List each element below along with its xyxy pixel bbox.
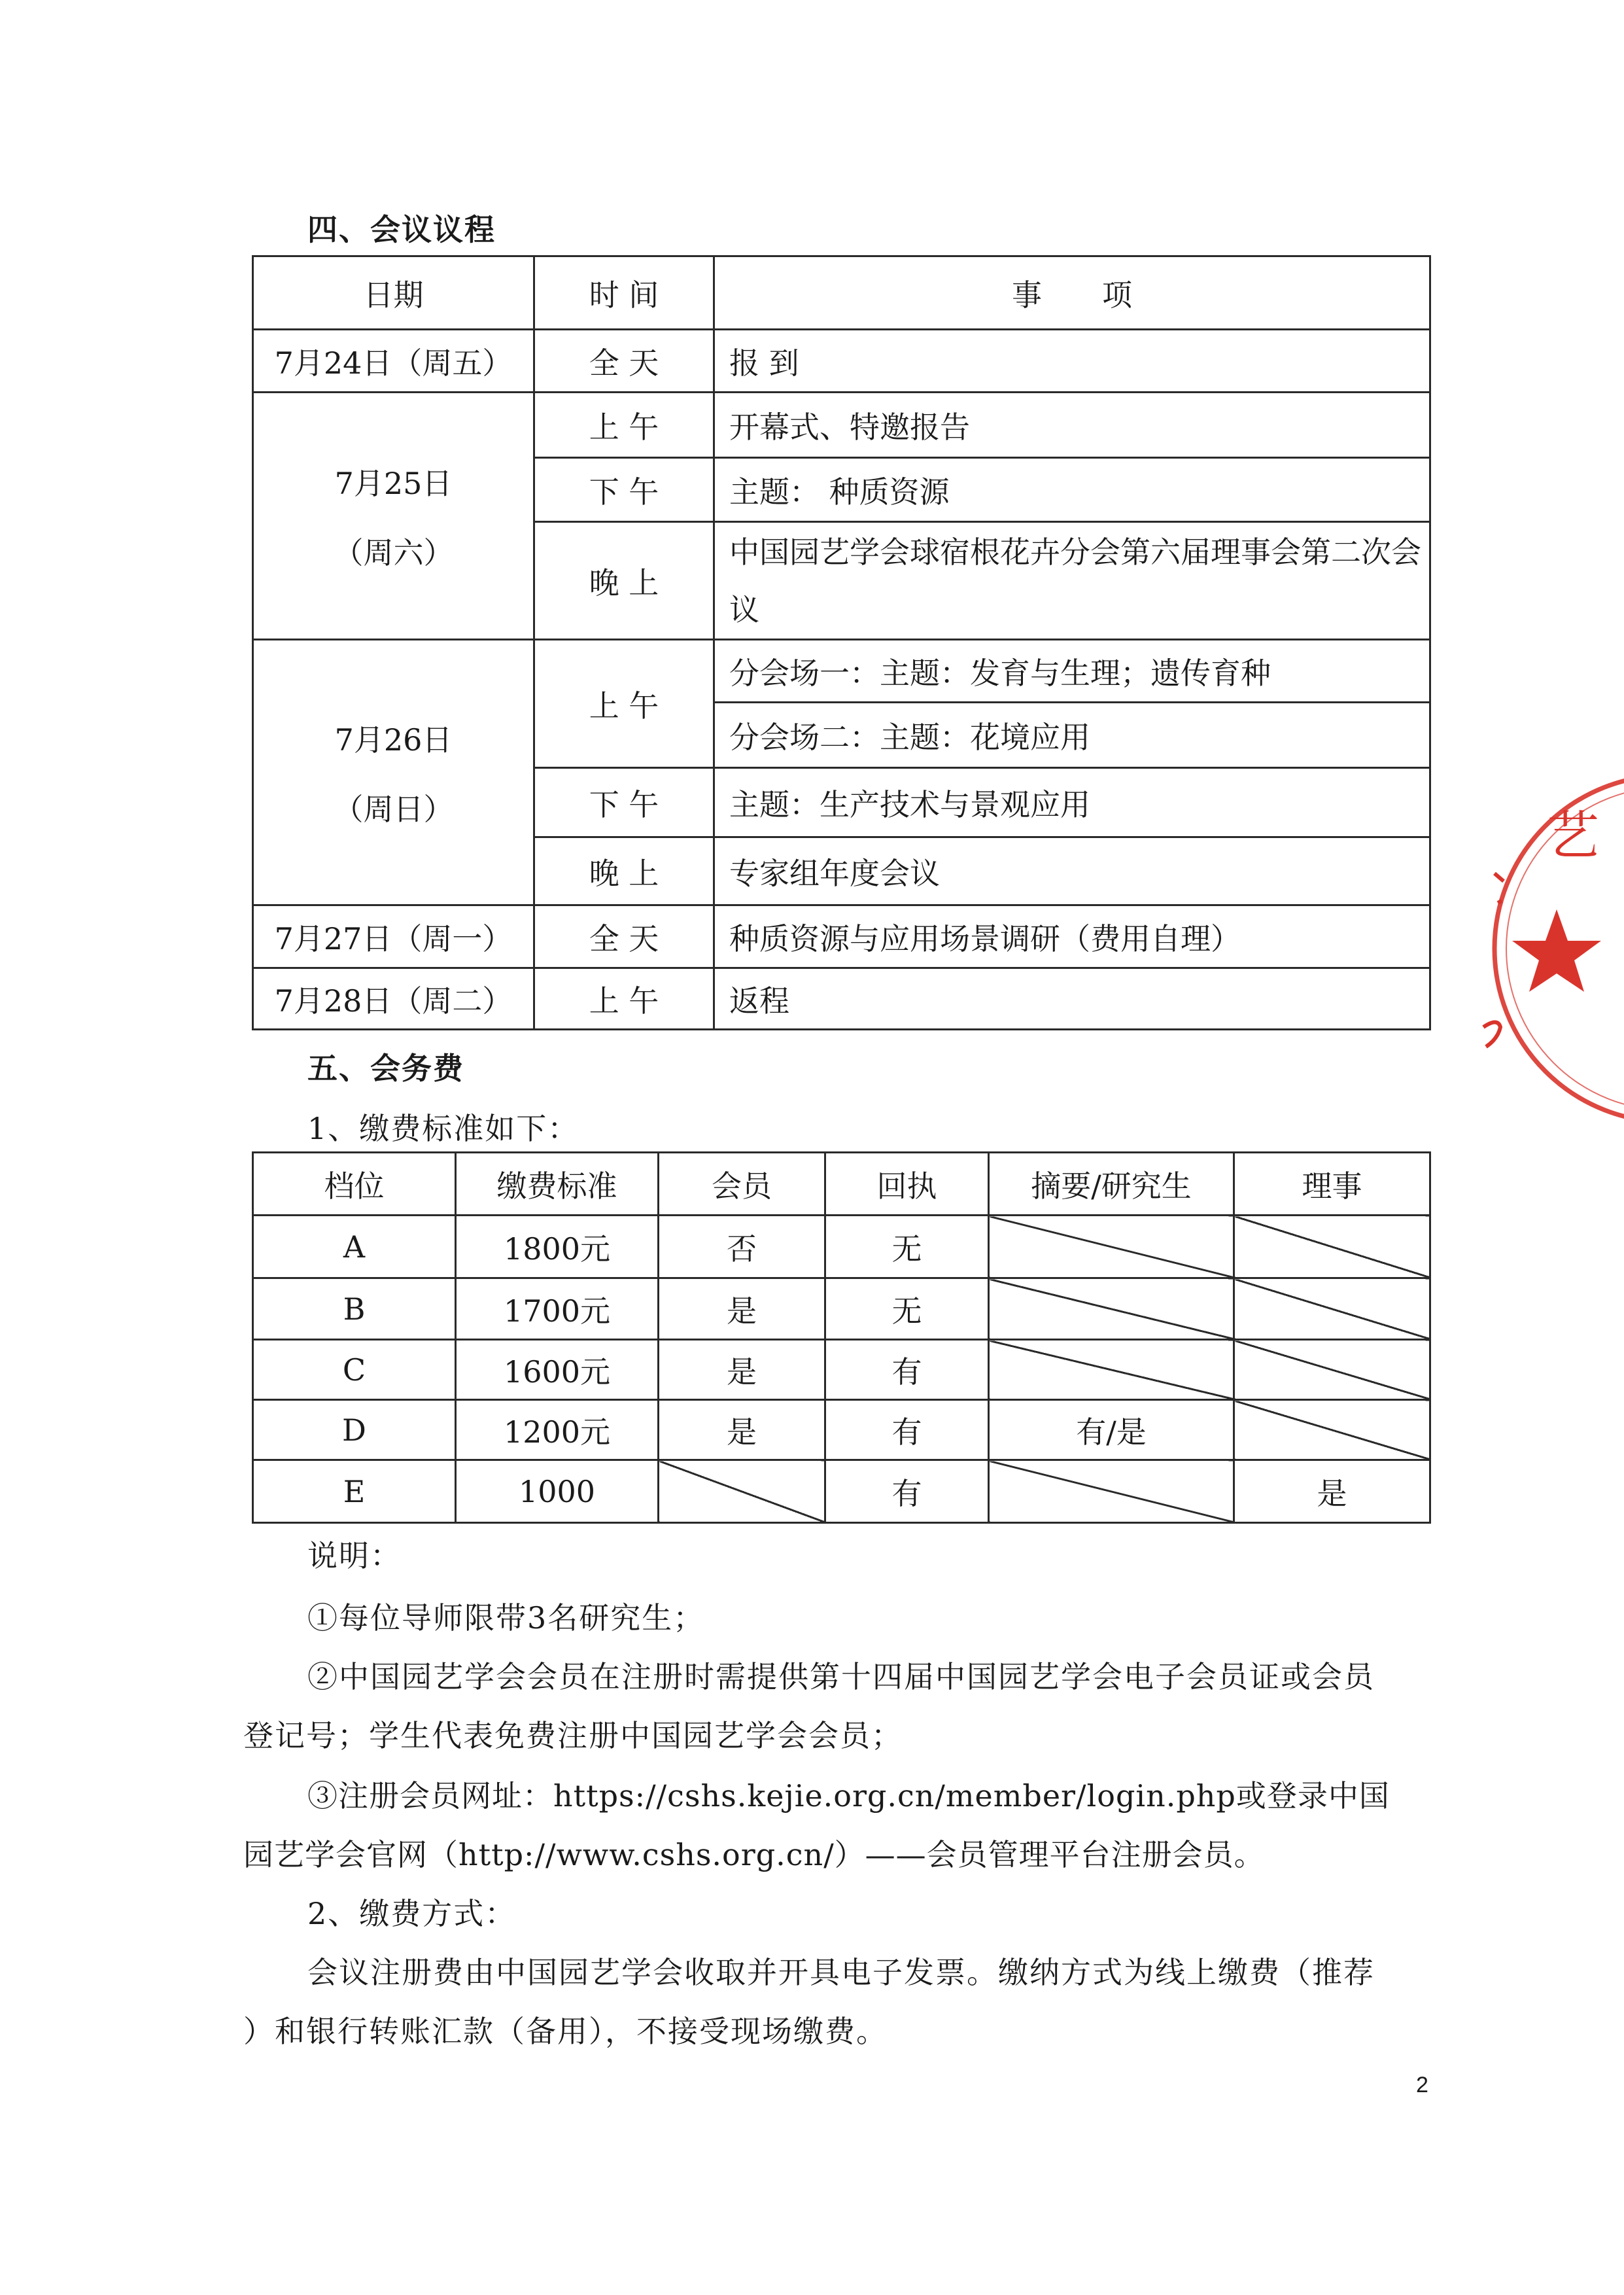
- section-5-title: 五、会务费: [307, 1051, 464, 1086]
- time-cell: 上 午: [534, 640, 714, 768]
- member-cell: 是: [659, 1278, 825, 1340]
- tier-cell: D: [253, 1400, 456, 1460]
- table-row: [253, 1460, 1430, 1523]
- table-row: [253, 1216, 1430, 1278]
- table-row: [253, 1400, 1430, 1460]
- fee-cell: 1800元: [456, 1216, 659, 1278]
- agenda-header-row: [253, 256, 1430, 330]
- fee-cell: 1700元: [456, 1278, 659, 1340]
- date-cell: 7月24日（周五）: [253, 330, 534, 393]
- receipt-cell: 有: [825, 1340, 989, 1400]
- fee-table: [252, 1151, 1431, 1524]
- receipt-cell: 有: [825, 1460, 989, 1523]
- table-row: [253, 1340, 1430, 1400]
- item-cell: 分会场一：主题：发育与生理；遗传育种: [714, 640, 1430, 703]
- item-cell: 开幕式、特邀报告: [714, 393, 1430, 458]
- header-fee: 缴费标准: [456, 1153, 659, 1216]
- member-cell: 是: [659, 1340, 825, 1400]
- receipt-cell: 无: [825, 1216, 989, 1278]
- note-label: 说明：: [307, 1538, 402, 1573]
- tier-cell: E: [253, 1460, 456, 1523]
- empty-slash-cell: [989, 1460, 1234, 1523]
- item-cell: 中国园艺学会球宿根花卉分会第六届理事会第二次会议: [714, 522, 1430, 640]
- tier-cell: B: [253, 1278, 456, 1340]
- empty-slash-cell: [1234, 1340, 1430, 1400]
- note-1: ①每位导师限带3名研究生；: [307, 1600, 705, 1636]
- date-cell: [253, 393, 534, 640]
- empty-slash-cell: [989, 1340, 1234, 1400]
- fee-standard-subtitle: 1、缴费标准如下：: [307, 1111, 579, 1146]
- empty-slash-cell: [1234, 1216, 1430, 1278]
- time-cell: 全 天: [534, 330, 714, 393]
- header-tier: 档位: [253, 1153, 456, 1216]
- date-cell: 7月27日（周一）: [253, 905, 534, 968]
- empty-slash-cell: [659, 1460, 825, 1523]
- weekday-line: （周六）: [333, 534, 454, 570]
- table-row: [253, 968, 1430, 1030]
- tier-cell: C: [253, 1340, 456, 1400]
- payment-line-2: ）和银行转账汇款（备用），不接受现场缴费。: [243, 2014, 888, 2049]
- page-number: 2: [1416, 2073, 1428, 2097]
- item-cell: 主题：生产技术与景观应用: [714, 768, 1430, 837]
- time-cell: 下 午: [534, 768, 714, 837]
- header-member: 会员: [659, 1153, 825, 1216]
- empty-slash-cell: [989, 1216, 1234, 1278]
- item-cell: 主题： 种质资源: [714, 458, 1430, 522]
- director-cell: 是: [1234, 1460, 1430, 1523]
- seal-stamp: [1472, 765, 1624, 1132]
- payment-line-1: 会议注册费由中国园艺学会收取并开具电子发票。缴纳方式为线上缴费（推荐: [307, 1955, 1375, 1990]
- table-row: [253, 330, 1430, 393]
- time-cell: 晚 上: [534, 522, 714, 640]
- fee-cell: 1200元: [456, 1400, 659, 1460]
- receipt-cell: 有: [825, 1400, 989, 1460]
- time-cell: 上 午: [534, 968, 714, 1030]
- date-line: 7月26日: [334, 722, 453, 758]
- item-cell: 返程: [714, 968, 1430, 1030]
- section-4-title: 四、会议议程: [307, 212, 496, 247]
- tier-cell: A: [253, 1216, 456, 1278]
- header-director: 理事: [1234, 1153, 1430, 1216]
- note-2-line-1: ②中国园艺学会会员在注册时需提供第十四届中国园艺学会电子会员证或会员: [307, 1659, 1375, 1694]
- fee-header-row: [253, 1153, 1430, 1216]
- time-cell: 下 午: [534, 458, 714, 522]
- header-time: 时 间: [534, 256, 714, 330]
- table-row: [253, 905, 1430, 968]
- header-receipt: 回执: [825, 1153, 989, 1216]
- note-2-line-2: 登记号；学生代表免费注册中国园艺学会会员；: [243, 1718, 903, 1753]
- note-3-line-2: 园艺学会官网（http://www.cshs.org.cn/）——会员管理平台注册会员。: [243, 1837, 1265, 1872]
- time-cell: 上 午: [534, 393, 714, 458]
- empty-slash-cell: [1234, 1400, 1430, 1460]
- date-line: 7月25日: [334, 465, 453, 501]
- fee-cell: 1000: [456, 1460, 659, 1523]
- seal-icon: [1472, 765, 1624, 1132]
- item-cell: 专家组年度会议: [714, 837, 1430, 905]
- weekday-line: （周日）: [333, 791, 454, 827]
- header-date: 日期: [253, 256, 534, 330]
- fee-cell: 1600元: [456, 1340, 659, 1400]
- member-cell: 是: [659, 1400, 825, 1460]
- payment-method-subtitle: 2、缴费方式：: [307, 1896, 517, 1931]
- seal-char: 艺: [1547, 805, 1599, 866]
- table-row: [253, 393, 1430, 458]
- empty-slash-cell: [989, 1278, 1234, 1340]
- note-3-line-1: ③注册会员网址：https://cshs.kejie.org.cn/member/login.php或登录中国: [307, 1778, 1390, 1813]
- table-row: [253, 640, 1430, 703]
- header-abstract-student: 摘要/研究生: [989, 1153, 1234, 1216]
- member-cell: 否: [659, 1216, 825, 1278]
- header-item: 事 项: [714, 256, 1430, 330]
- item-cell: 种质资源与应用场景调研（费用自理）: [714, 905, 1430, 968]
- item-cell: 报 到: [714, 330, 1430, 393]
- date-cell: [253, 640, 534, 905]
- time-cell: 全 天: [534, 905, 714, 968]
- receipt-cell: 无: [825, 1278, 989, 1340]
- date-cell: 7月28日（周二）: [253, 968, 534, 1030]
- abstract-student-cell: 有/是: [989, 1400, 1234, 1460]
- table-row: [253, 1278, 1430, 1340]
- empty-slash-cell: [1234, 1278, 1430, 1340]
- time-cell: 晚 上: [534, 837, 714, 905]
- agenda-table: [252, 255, 1431, 1030]
- item-cell: 分会场二：主题：花境应用: [714, 703, 1430, 768]
